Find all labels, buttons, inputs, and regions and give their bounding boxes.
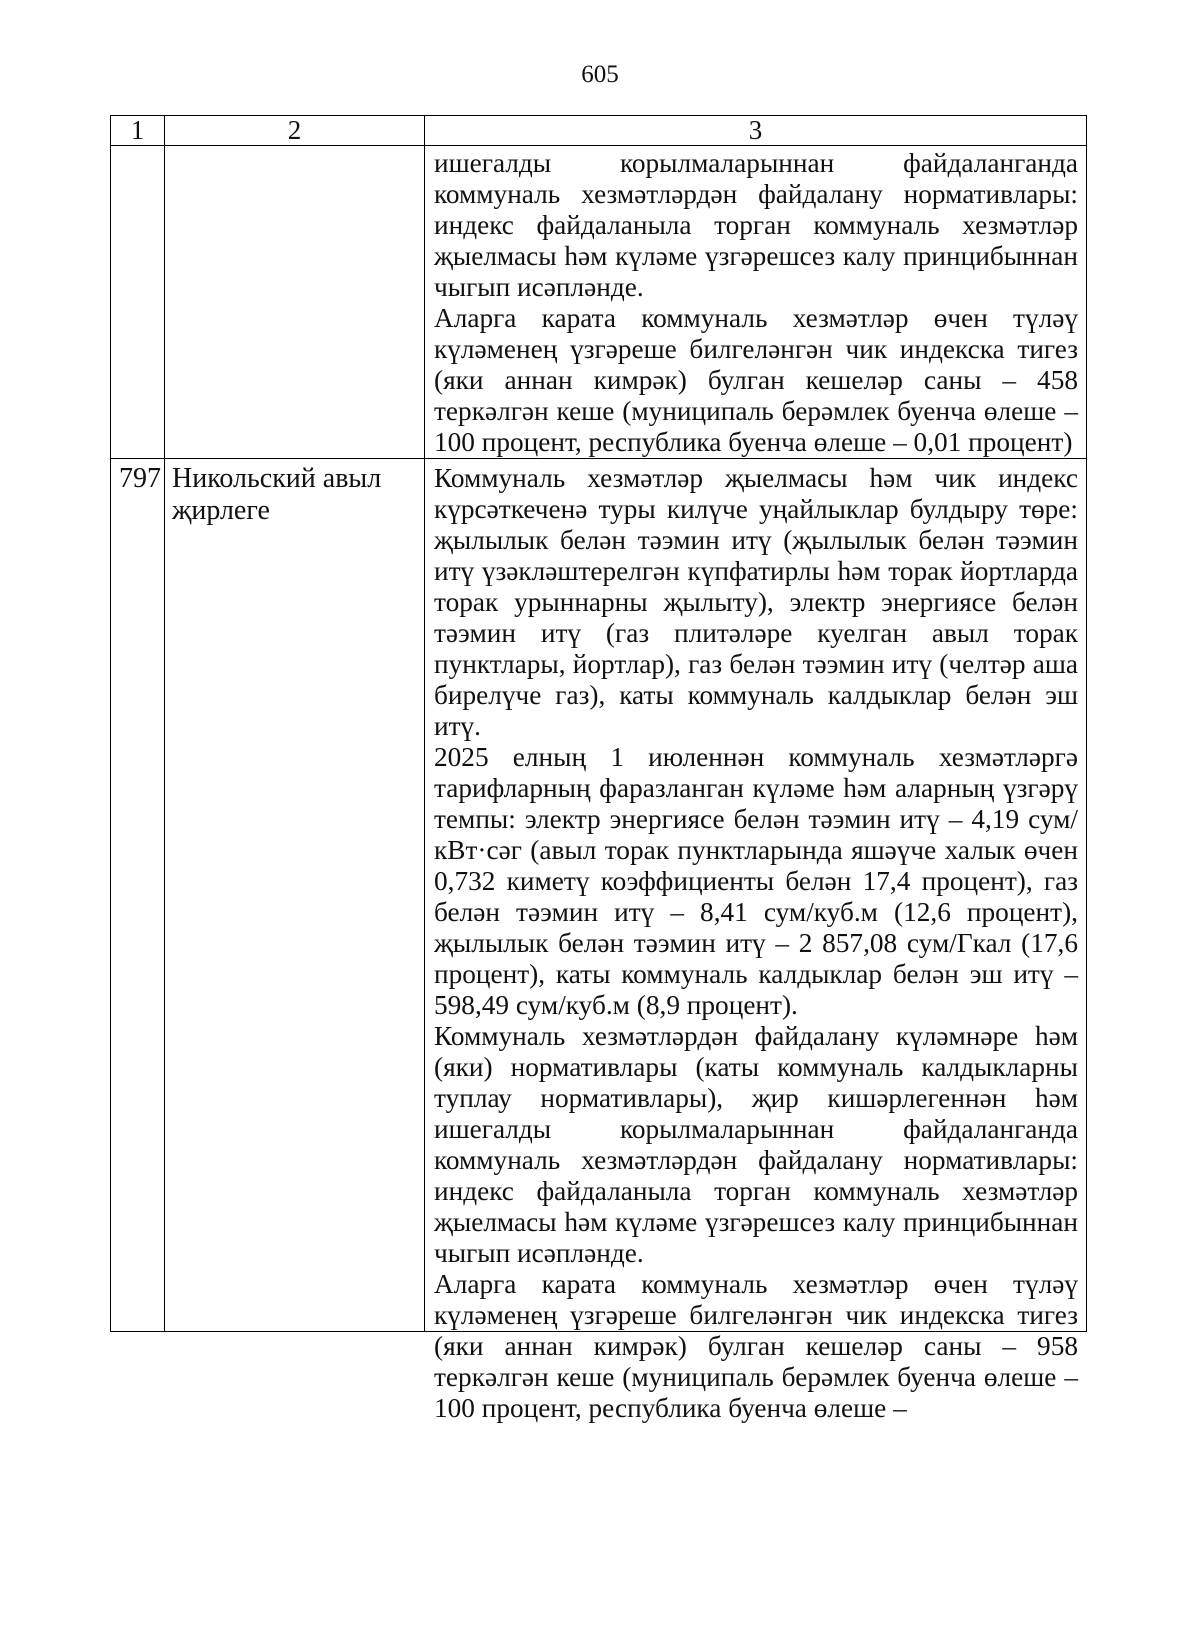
- settlement-name: Никольский авыл җирлеге: [165, 459, 425, 1332]
- description-paragraph: Коммуналь хезмәтләр җыелмасы һәм чик индекс күрсәткеченә туры килүче уңайлыклар булдыру төре: җылылык белән тәэмин итү (җылылык белән тәэмин итү үзәкләштерелгән күпфатирлы һәм торак йортларда торак урыннарны җылыту), электр энергиясе белән тәэмин итү (газ плитәләре куелган авыл торак пунктлары, йортлар), газ белән тәэмин итү (челтәр аша бирелүче газ), каты коммуналь калдыклар белән эш итү.: [434, 463, 1078, 741]
- header-col-1: 1: [111, 116, 165, 146]
- description-cell: [425, 146, 1087, 459]
- description-paragraph: Коммуналь хезмәтләрдән файдалану күләмнәре һәм (яки) нормативлары (каты коммуналь калдыкларны туплау нормативлары), җир кишәрлегеннән һәм ишегалды корылмаларыннан файдаланганда коммуналь хезмәтләрдән файдалану нормативлары: индекс файдаланыла торган коммуналь хезмәтләр җыелмасы һәм күләме үзгәрешсез калу принцибыннан чыгып исәпләнде.: [434, 1021, 1078, 1268]
- table-row: [111, 459, 1087, 1332]
- table-row: [111, 146, 1087, 459]
- row-number: 797: [111, 459, 165, 1332]
- table-header-row: [111, 116, 1087, 146]
- description-paragraph: 2025 елның 1 июленнән коммуналь хезмәтләргә тарифларның фаразланган күләме һәм аларның үзгәрү темпы: электр энергиясе белән тәэмин итү – 4,19 сум/кВт·сәг (авыл торак пунктларында яшәүче халык өчен 0,732 киметү коэффициенты белән 17,4 процент), газ белән тәэмин итү – 8,41 сум/куб.м (12,6 процент), җылылык белән тәэмин итү – 2 857,08 сум/Гкал (17,6 процент), каты коммуналь калдыклар белән эш итү – 598,49 сум/куб.м (8,9 процент).: [434, 742, 1078, 1020]
- description-cell: [425, 459, 1087, 1423]
- description-paragraph: Аларга карата коммуналь хезмәтләр өчен түләү күләменең үзгәреше билгеләнгән чик индекска тигез (яки аннан кимрәк) булган кешеләр саны – 458 теркәлгән кеше (муниципаль берәмлек буенча өлеше – 100 процент, республика буенча өлеше – 0,01 процент): [434, 303, 1078, 457]
- description-paragraph: Аларга карата коммуналь хезмәтләр өчен түләү күләменең үзгәреше билгеләнгән чик индекска тигез (яки аннан кимрәк) булган кешеләр саны – 958 теркәлгән кеше (муниципаль берәмлек буенча өлеше – 100 процент, республика буенча өлеше –: [434, 1269, 1078, 1423]
- settlement-name: [165, 146, 425, 459]
- page-number: 605: [581, 61, 619, 88]
- description-paragraph: ишегалды корылмаларыннан файдаланганда коммуналь хезмәтләрдән файдалану нормативлары: индекс файдаланыла торган коммуналь хезмәтләр җыелмасы һәм күләме үзгәрешсез калу принцибыннан чыгып исәпләнде.: [434, 148, 1078, 302]
- header-col-3: 3: [425, 116, 1087, 146]
- header-col-2: 2: [165, 116, 425, 146]
- document-table: [110, 115, 1087, 1423]
- row-number: [111, 146, 165, 459]
